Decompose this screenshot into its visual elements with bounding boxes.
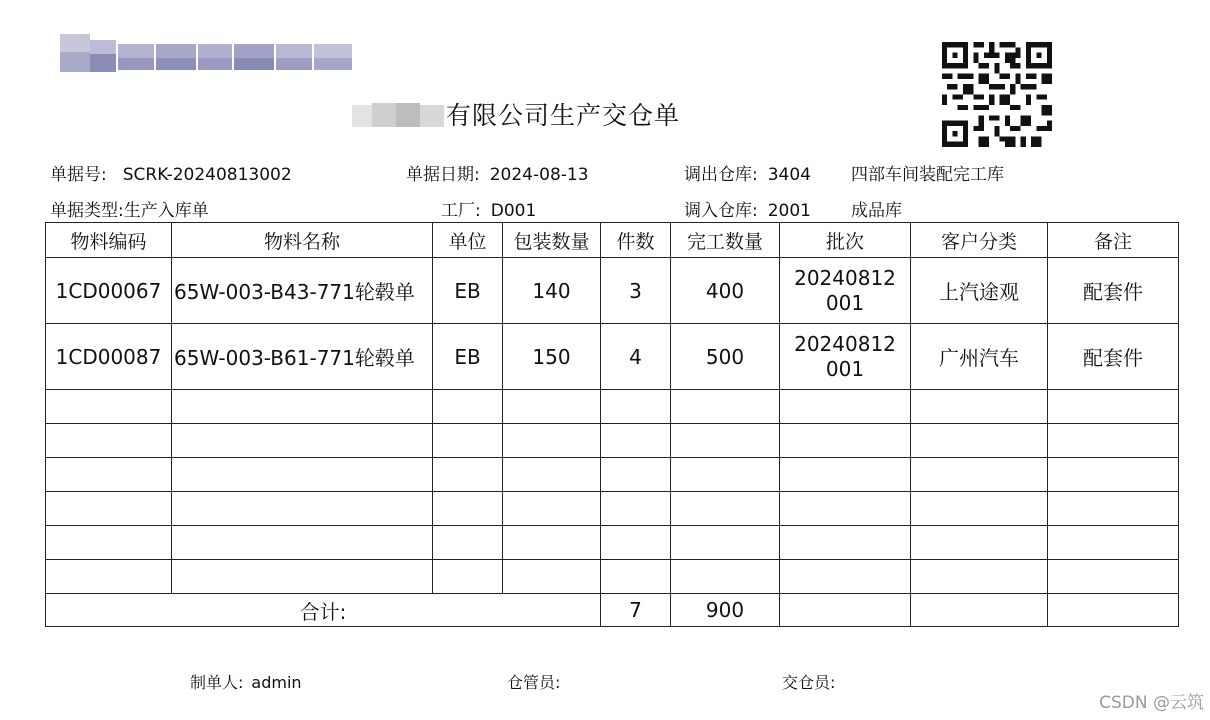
doc-date-field — [406, 160, 589, 185]
col-header-customer: 客户分类 — [911, 223, 1048, 258]
total-pieces: 7 — [601, 594, 671, 627]
cell-remark: 配套件 — [1048, 258, 1179, 324]
cell-name: 65W-003-B43-771轮毂单 — [172, 258, 433, 324]
cell-name: 65W-003-B61-771轮毂单 — [172, 324, 433, 390]
document-title-text: 有限公司生产交仓单 — [446, 101, 681, 130]
in-warehouse-label: 调入仓库: — [684, 201, 758, 221]
document-title — [352, 96, 680, 132]
cell-done-qty: 500 — [671, 324, 780, 390]
table-row — [46, 258, 1179, 324]
doc-date-label: 单据日期: — [406, 165, 480, 185]
keeper-field — [507, 670, 560, 693]
cell-pack-qty: 150 — [503, 324, 601, 390]
out-warehouse-code: 3404 — [767, 165, 811, 185]
doc-type-value: 生产入库单 — [123, 201, 209, 221]
maker-field — [190, 670, 302, 693]
doc-date-value: 2024-08-13 — [489, 165, 589, 185]
col-header-code: 物料编码 — [46, 223, 172, 258]
table-row — [46, 324, 1179, 390]
empty-row — [46, 526, 1179, 560]
in-warehouse-field — [684, 196, 902, 221]
deliverer-label: 交仓员: — [782, 673, 836, 692]
deliverer-field — [782, 670, 835, 693]
empty-row — [46, 458, 1179, 492]
factory-label: 工厂: — [441, 201, 481, 221]
table-header-row — [46, 223, 1179, 258]
cell-code: 1CD00087 — [46, 324, 172, 390]
empty-row — [46, 492, 1179, 526]
csdn-watermark: CSDN @云筑 — [1099, 693, 1204, 713]
doc-number-label: 单据号: — [50, 165, 107, 185]
cell-unit: EB — [433, 258, 503, 324]
doc-type-field — [50, 196, 209, 221]
col-header-pieces: 件数 — [601, 223, 671, 258]
cell-remark: 配套件 — [1048, 324, 1179, 390]
empty-row — [46, 390, 1179, 424]
blurred-company-name — [352, 99, 444, 129]
out-warehouse-label: 调出仓库: — [684, 165, 758, 185]
total-row — [46, 594, 1179, 627]
maker-value: admin — [251, 673, 302, 692]
qr-code-icon — [942, 42, 1052, 147]
col-header-unit: 单位 — [433, 223, 503, 258]
cell-unit: EB — [433, 324, 503, 390]
col-header-batch: 批次 — [780, 223, 911, 258]
factory-field — [441, 196, 536, 221]
cell-batch: 20240812001 — [780, 324, 911, 390]
cell-customer: 广州汽车 — [911, 324, 1048, 390]
cell-done-qty: 400 — [671, 258, 780, 324]
out-warehouse-field — [684, 160, 1004, 185]
items-table — [45, 222, 1179, 627]
total-done-qty: 900 — [671, 594, 780, 627]
total-label: 合计: — [46, 594, 601, 627]
cell-code: 1CD00067 — [46, 258, 172, 324]
cell-pack-qty: 140 — [503, 258, 601, 324]
col-header-done-qty: 完工数量 — [671, 223, 780, 258]
doc-number-field — [50, 160, 292, 185]
factory-value: D001 — [490, 201, 537, 221]
empty-row — [46, 424, 1179, 458]
keeper-label: 仓管员: — [507, 673, 561, 692]
blurred-company-logo — [60, 34, 352, 74]
cell-pieces: 4 — [601, 324, 671, 390]
col-header-pack-qty: 包装数量 — [503, 223, 601, 258]
doc-type-label: 单据类型: — [50, 201, 124, 221]
in-warehouse-name: 成品库 — [851, 201, 902, 221]
col-header-remark: 备注 — [1048, 223, 1179, 258]
cell-pieces: 3 — [601, 258, 671, 324]
maker-label: 制单人: — [190, 673, 244, 692]
cell-customer: 上汽途观 — [911, 258, 1048, 324]
out-warehouse-name: 四部车间装配完工库 — [851, 165, 1004, 185]
in-warehouse-code: 2001 — [767, 201, 811, 221]
col-header-name: 物料名称 — [172, 223, 433, 258]
cell-batch: 20240812001 — [780, 258, 911, 324]
empty-row — [46, 560, 1179, 594]
doc-number-value: SCRK-20240813002 — [122, 165, 292, 185]
